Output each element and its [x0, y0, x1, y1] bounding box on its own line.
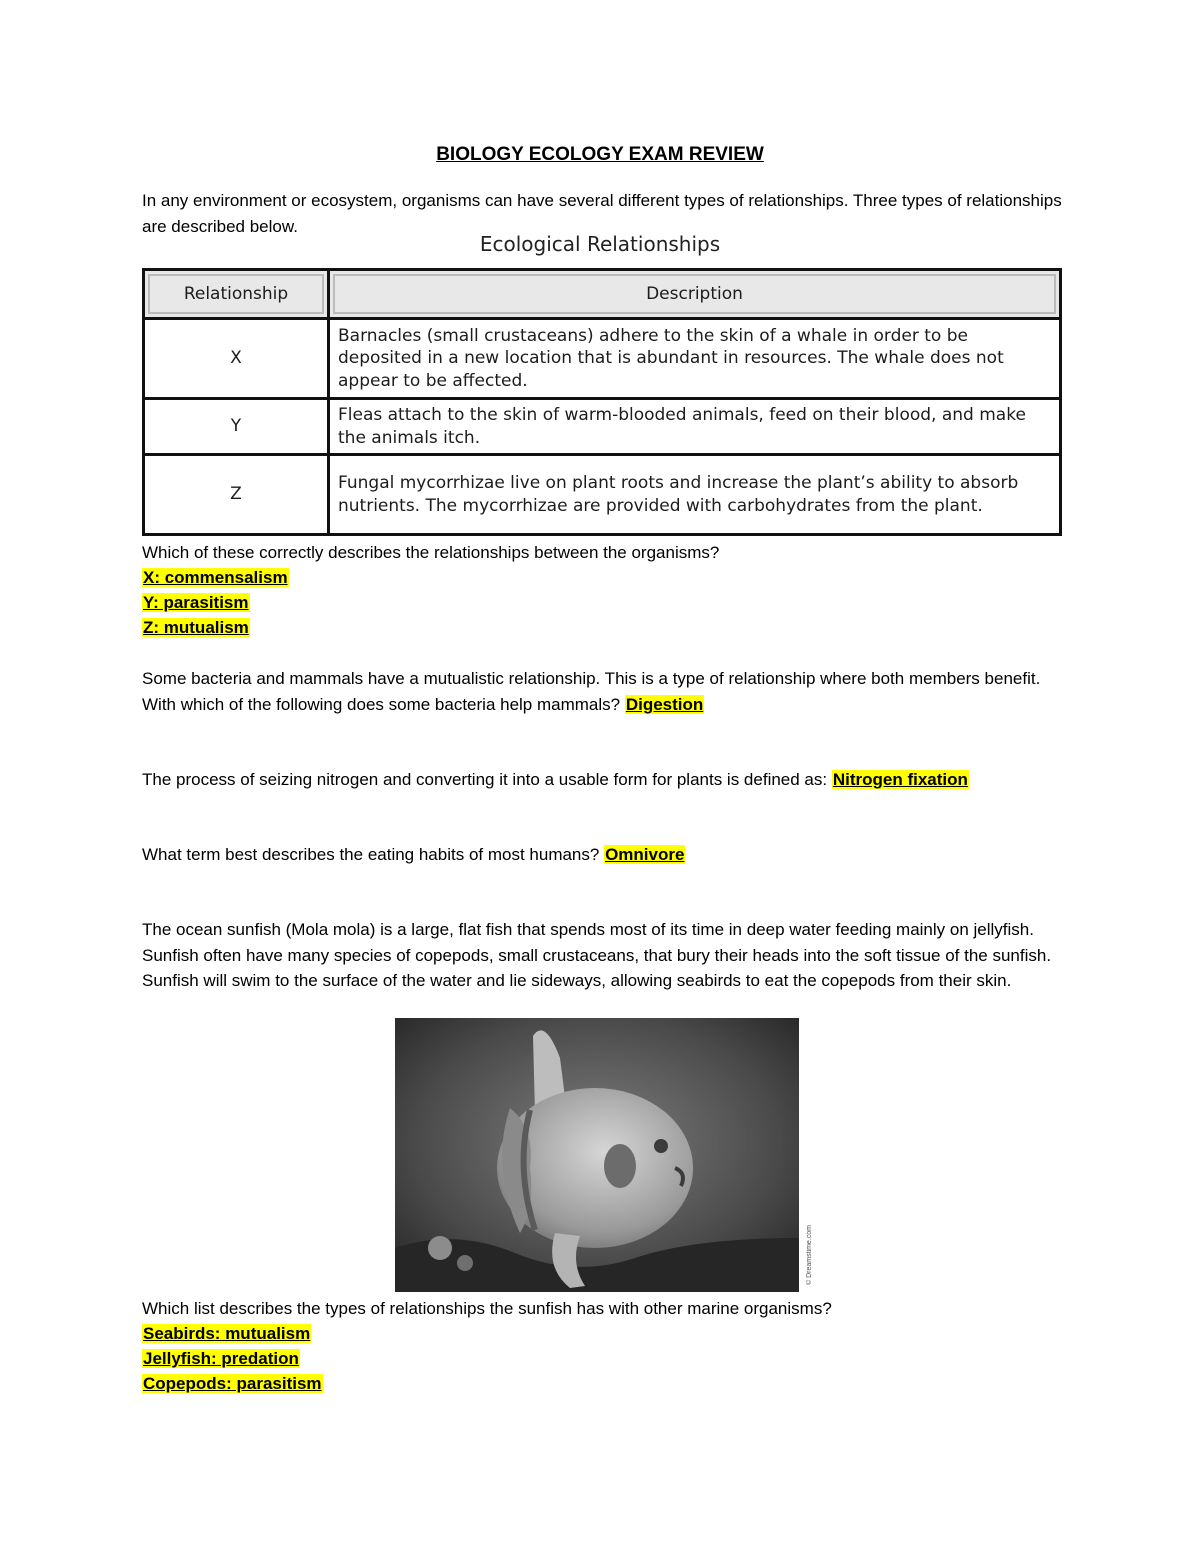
photo-credit: © Dreamstime.com: [806, 1225, 813, 1285]
page-title: BIOLOGY ECOLOGY EXAM REVIEW: [436, 144, 764, 165]
q3-paragraph: The process of seizing nitrogen and converting it into a usable form for plants is defined as: Nitrogen fixation: [142, 770, 968, 789]
relationship-description: Fleas attach to the skin of warm-blooded animals, feed on their blood, and make the animals itch.: [329, 399, 1061, 455]
q1-question: Which of these correctly describes the relationships between the organisms?: [142, 543, 720, 562]
q5-answer-copepods: Copepods: parasitism: [143, 1374, 322, 1393]
q2-paragraph: Some bacteria and mammals have a mutualistic relationship. This is a type of relationship where both members benefit. With which of the following does some bacteria help mammals? Digestion: [142, 669, 1041, 714]
relationship-letter: Z: [144, 455, 329, 535]
q5-answer-seabirds: Seabirds: mutualism: [143, 1324, 311, 1343]
header-description: Description: [329, 270, 1061, 319]
q1-answer-y: Y: parasitism: [143, 593, 249, 612]
relationship-description: Fungal mycorrhizae live on plant roots and increase the plant’s ability to absorb nutrients. The mycorrhizae are provided with carbohydrates from the plant.: [329, 455, 1061, 535]
q3-answer: Nitrogen fixation: [832, 770, 968, 789]
table-header-row: [144, 270, 1061, 319]
relationship-letter: X: [144, 319, 329, 399]
q1-answer-z: Z: mutualism: [143, 618, 249, 637]
relationships-table: [142, 268, 1062, 536]
q4-paragraph: What term best describes the eating habits of most humans? Omnivore: [142, 845, 685, 864]
header-relationship: Relationship: [144, 270, 329, 319]
q1-answer-x: X: commensalism: [143, 568, 288, 587]
q5-question: Which list describes the types of relationships the sunfish has with other marine organisms?: [142, 1299, 832, 1318]
sunfish-passage: The ocean sunfish (Mola mola) is a large, flat fish that spends most of its time in deep water feeding mainly on jellyfish. Sunfish often have many species of copepods, small crustaceans, that bury their heads into the soft tissue of the sunfish. Sunfish will swim to the surface of the water and lie sideways, allowing seabirds to eat the copepods from their skin.: [142, 920, 1052, 990]
table-row: [144, 399, 1061, 455]
q2-answer: Digestion: [625, 694, 704, 714]
table-row: [144, 455, 1061, 535]
q5-answer-jellyfish: Jellyfish: predation: [143, 1349, 299, 1368]
relationship-letter: Y: [144, 399, 329, 455]
sunfish-photo: [395, 1018, 799, 1292]
relationship-description: Barnacles (small crustaceans) adhere to the skin of a whale in order to be deposited in a new location that is abundant in resources. The whale does not appear to be affected.: [329, 319, 1061, 399]
intro-paragraph: In any environment or ecosystem, organisms can have several different types of relationships. Three types of relationships are described below.: [142, 191, 1062, 236]
q4-answer: Omnivore: [605, 845, 685, 864]
table-title: Ecological Relationships: [479, 232, 721, 256]
table-row: [144, 319, 1061, 399]
